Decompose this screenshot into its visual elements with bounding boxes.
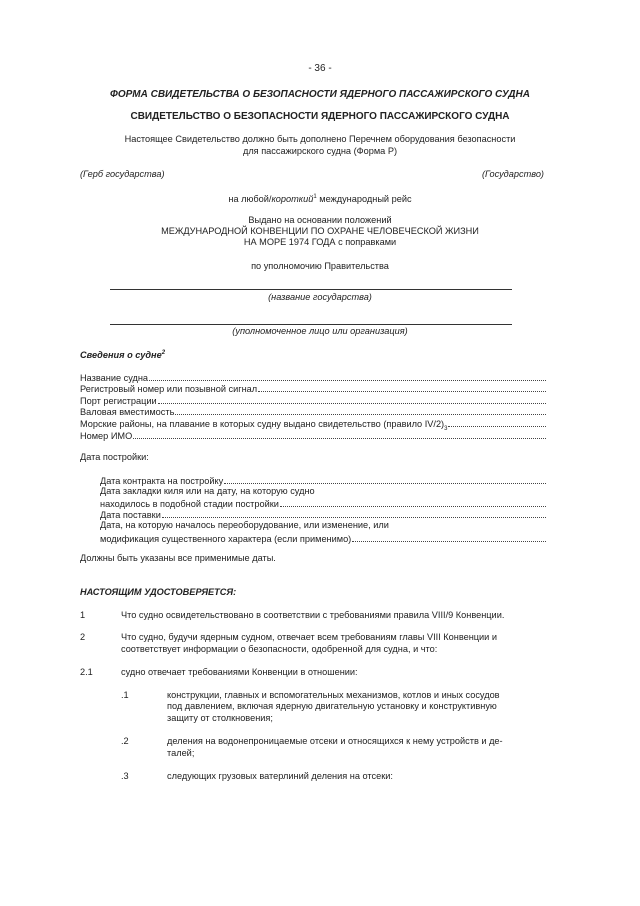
ship-heading-footnote: 2 [161,349,166,356]
ship-field-name: Название судна [80,371,546,383]
dates-note: Должны быть указаны все применимые даты. [80,553,276,563]
subitem-1-line-2: под давлением, включая ядерную двигательную установку и конструктивную [167,701,497,711]
state-label: (Государство) [481,169,544,179]
item-2-text-line-1: Что судно, будучи ядерным судном, отвечает всем требованиям главы VIII Конвенции и [121,632,497,642]
item-2-number: 2 [80,632,86,642]
subitem-2-line-2: талей; [167,748,195,758]
authorized-caption: (уполномоченное лицо или организация) [232,326,408,336]
subitem-3-line-1: следующих грузовых ватерлиний деления на отсеки: [167,771,393,781]
voyage-post: международный рейс [316,194,412,204]
issued-line-2: МЕЖДУНАРОДНОЙ КОНВЕНЦИИ ПО ОХРАНЕ ЧЕЛОВЕЧЕСКОЙ ЖИЗНИ [161,226,479,236]
supplement-line-2: для пассажирского судна (Форма Р) [242,146,398,156]
item-1-text: Что судно освидетельствовано в соответствии с требованиями правила VIII/9 Конвенции. [121,610,505,620]
subitem-2-number: .2 [121,736,129,746]
ship-field-imo: Номер ИМО [80,429,546,441]
item-2-1-number: 2.1 [80,667,93,677]
date-contract: Дата контракта на постройку [100,474,546,486]
date-keel-line-2: находилось в подобной стадии постройки [100,497,546,509]
certify-heading: НАСТОЯЩИМ УДОСТОВЕРЯЕТСЯ: [80,587,237,597]
page-number: - 36 - [308,63,332,74]
voyage-footnote: 1 [313,193,317,200]
coat-of-arms-label: (Герб государства) [80,169,165,179]
ship-field-tonnage: Валовая вместимость [80,406,546,418]
subitem-3-number: .3 [121,771,129,781]
form-title: ФОРМА СВИДЕТЕЛЬСТВА О БЕЗОПАСНОСТИ ЯДЕРНОГО ПАССАЖИРСКОГО СУДНА [110,89,530,100]
ship-fields [80,371,546,441]
date-keel-line-1: Дата закладки киля или на дату, на которую судно [100,485,315,496]
supplement-line-1: Настоящее Свидетельство должно быть дополнено Перечнем оборудования безопасности [124,134,516,144]
date-delivery: Дата поставки [100,509,546,521]
authority-line: по уполномочию Правительства [251,261,389,271]
ship-particulars-heading: Сведения о судне$^2$ [80,349,166,360]
ship-field-callsign: Регистровый номер или позывной сигнал [80,383,546,395]
item-1-number: 1 [80,610,86,620]
issued-line-3: НА МОРЕ 1974 ГОДА с поправками [243,237,397,247]
voyage-pre: на любой/ [228,194,272,204]
state-name-caption: (название государства) [268,292,372,302]
date-conversion-line-2: модификация существенного характера (если применимо) [100,532,546,544]
voyage-line [0,194,640,204]
date-conversion-line-1: Дата, на которую началось переоборудование, или изменение, или [100,520,389,531]
ship-field-port: Порт регистрации [80,394,546,406]
build-date-label: Дата постройки: [80,452,149,462]
subitem-1-line-3: защиту от столкновения; [167,713,273,723]
voyage-short: короткий [271,194,314,204]
authorized-rule [110,324,512,325]
subitem-1-number: .1 [121,690,129,700]
subitem-2-line-1: деления на водонепроницаемые отсеки и относящихся к нему устройств и де- [167,736,503,746]
issued-line-1: Выдано на основании положений [248,215,392,225]
ship-field-sea-areas: Морские районы, на плавание в которых судну выдано свидетельство (правило IV/2) 3 [80,417,546,429]
subitem-1-line-1: конструкции, главных и вспомогательных механизмов, котлов и иных сосудов [167,690,500,700]
item-2-1-text: судно отвечает требованиями Конвенции в отношении: [121,667,358,677]
item-2-text-line-2: соответствует информации о безопасности, одобренной для судна, и что: [121,644,438,654]
state-name-rule [110,289,512,290]
build-dates [100,474,546,544]
certificate-title: СВИДЕТЕЛЬСТВО О БЕЗОПАСНОСТИ ЯДЕРНОГО ПАССАЖИРСКОГО СУДНА [130,111,510,122]
